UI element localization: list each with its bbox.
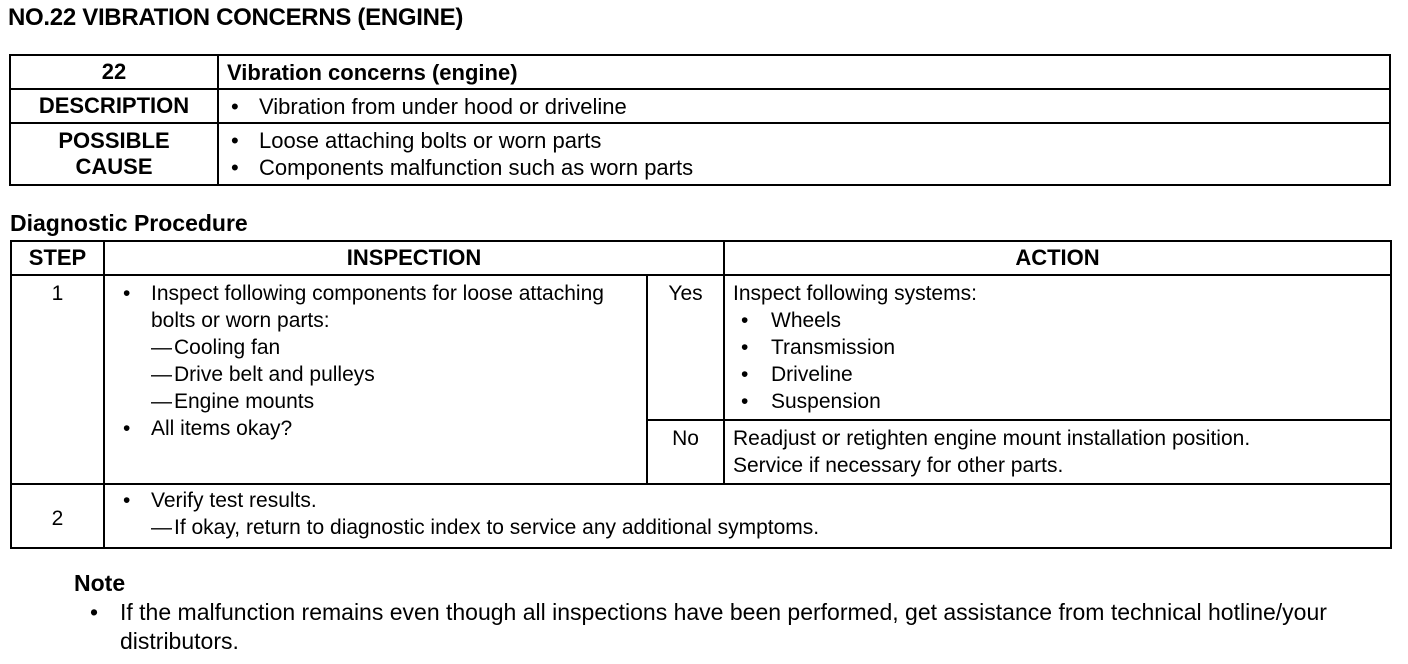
note-title: Note <box>74 570 126 596</box>
system-item: • Suspension <box>733 388 1382 415</box>
cause-label-line1: POSSIBLE <box>58 128 170 153</box>
col-step: STEP <box>11 241 104 275</box>
diagnostic-heading: Diagnostic Procedure <box>10 210 248 236</box>
step1-inspection <box>104 275 647 484</box>
summary-row-title <box>10 55 1390 89</box>
no-action-line: Readjust or retighten engine mount installation position. <box>733 427 1251 450</box>
inspection-subitem: — If okay, return to diagnostic index to service any additional symptoms. <box>151 514 1384 541</box>
col-action: ACTION <box>724 241 1391 275</box>
step-number: 1 <box>11 275 104 484</box>
cause-label <box>10 123 218 185</box>
diagnostic-header-row <box>11 241 1391 275</box>
inspection-item <box>119 487 1384 541</box>
inspection-text: Inspect following components for loose attaching bolts or worn parts: <box>151 282 604 332</box>
system-item: • Wheels <box>733 307 1382 334</box>
no-action <box>724 420 1391 484</box>
step-number: 2 <box>11 484 104 548</box>
step1-yes-row <box>11 275 1391 420</box>
inspection-question: • All items okay? <box>119 415 640 442</box>
cause-item: • Components malfunction such as worn parts <box>227 154 1389 181</box>
col-inspection: INSPECTION <box>104 241 724 275</box>
note-list <box>88 598 1388 656</box>
description-item: • Vibration from under hood or driveline <box>227 93 1389 120</box>
component-item: — Drive belt and pulleys <box>151 361 640 388</box>
inspection-text: Verify test results. <box>151 489 317 512</box>
system-item: • Driveline <box>733 361 1382 388</box>
yes-action <box>724 275 1391 420</box>
yes-action-intro: Inspect following systems: <box>733 282 977 305</box>
page-title: NO.22 VIBRATION CONCERNS (ENGINE) <box>8 4 464 31</box>
no-action-line: Service if necessary for other parts. <box>733 454 1064 477</box>
symptom-name: Vibration concerns (engine) <box>218 55 1390 89</box>
cause-item: • Loose attaching bolts or worn parts <box>227 127 1389 154</box>
cause-content <box>218 123 1390 185</box>
inspection-item <box>119 280 640 415</box>
summary-table <box>9 54 1391 186</box>
step2-inspection <box>104 484 1391 548</box>
description-content <box>218 89 1390 123</box>
symptom-number: 22 <box>10 55 218 89</box>
description-label: DESCRIPTION <box>10 89 218 123</box>
no-label: No <box>647 420 724 484</box>
summary-row-cause <box>10 123 1390 185</box>
diagnostic-table <box>10 240 1392 549</box>
cause-label-line2: CAUSE <box>75 154 153 179</box>
yes-label: Yes <box>647 275 724 420</box>
note-item: • If the malfunction remains even though all inspections have been performed, get assistance from technical hotline/your distributors. <box>88 598 1388 656</box>
system-item: • Transmission <box>733 334 1382 361</box>
component-item: — Cooling fan <box>151 334 640 361</box>
component-item: — Engine mounts <box>151 388 640 415</box>
step2-row <box>11 484 1391 548</box>
summary-row-description <box>10 89 1390 123</box>
